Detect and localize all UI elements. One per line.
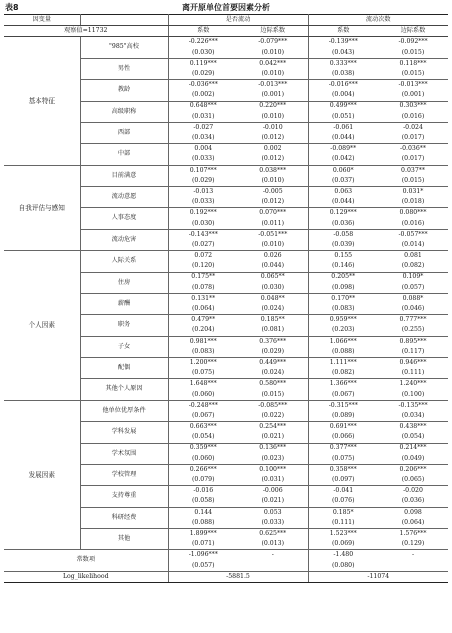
se-cell: (0.021) (238, 432, 308, 443)
se-cell: (0.030) (168, 48, 238, 59)
variable-label: 科研经费 (80, 507, 168, 528)
coef-cell: 0.946*** (399, 358, 427, 366)
se-cell: (0.066) (308, 432, 378, 443)
se-cell: (0.002) (168, 90, 238, 101)
coef-cell: 0.206*** (399, 465, 427, 473)
coef-cell: 0.004 (194, 145, 213, 153)
se-cell: (0.111) (308, 518, 378, 529)
se-cell: (0.033) (238, 518, 308, 529)
coef-cell: 0.048** (238, 293, 308, 304)
coef-cell: -0.089** (330, 145, 357, 153)
variable-label: 其他个人原因 (80, 379, 168, 400)
coef-cell: 0.129*** (329, 209, 357, 217)
coef-cell: -0.036*** (188, 81, 218, 89)
se-cell: (0.117) (378, 347, 448, 358)
coef-cell: 0.358*** (329, 465, 357, 473)
coef-cell: 0.663*** (189, 423, 217, 431)
coef-cell: 0.192*** (189, 209, 217, 217)
header-row-1 (4, 15, 448, 26)
coef-cell: 0.037** (401, 166, 425, 174)
se-cell: (0.083) (168, 347, 238, 358)
coef-cell: 0.895*** (399, 337, 427, 345)
se-cell: (0.120) (168, 261, 238, 272)
se-cell: (0.100) (378, 390, 448, 401)
coef-cell: 0.038*** (238, 165, 308, 176)
coef-cell: 0.098 (404, 508, 422, 516)
coef-cell: -0.020 (403, 487, 423, 495)
coef-cell: -0.027 (193, 123, 214, 131)
variable-label: 教龄 (80, 80, 168, 101)
se-cell: (0.083) (308, 304, 378, 315)
coef-cell: 1.200*** (189, 358, 217, 366)
se-cell: (0.001) (238, 90, 308, 101)
se-cell: (0.057) (378, 283, 448, 294)
coef-cell: 0.266*** (189, 465, 217, 473)
constant-cell: - (238, 550, 308, 561)
coef-cell: -0.016 (193, 487, 214, 495)
constant-se-cell: (0.080) (308, 561, 378, 572)
se-cell: (0.034) (168, 133, 238, 144)
se-cell: (0.069) (308, 539, 378, 550)
variable-label: 人事态度 (80, 208, 168, 229)
coef-cell: 0.214*** (399, 444, 427, 452)
coef-cell: 0.042*** (238, 58, 308, 69)
group-label: 发展因素 (4, 400, 80, 550)
coef-cell: -0.079*** (238, 37, 308, 48)
coef-cell: -0.085*** (238, 400, 308, 411)
coef-cell: 0.959*** (329, 316, 357, 324)
coef-cell: 0.185* (332, 508, 354, 516)
header-marginal-2: 边际系数 (378, 26, 448, 37)
header-coef-2: 系数 (308, 26, 378, 37)
coef-cell: 0.065** (238, 272, 308, 283)
coef-cell: 0.081 (404, 252, 422, 260)
coef-cell: 0.220*** (238, 101, 308, 112)
header-marginal-1: 边际系数 (238, 26, 308, 37)
coef-cell: 1.648*** (189, 380, 217, 388)
header-coef-1: 系数 (168, 26, 238, 37)
se-cell: (0.016) (378, 219, 448, 230)
group-label: 自我评估与感知 (4, 165, 80, 251)
se-cell: (0.036) (308, 219, 378, 230)
se-cell: (0.037) (308, 176, 378, 187)
se-cell: (0.023) (238, 454, 308, 465)
regression-table (4, 14, 448, 583)
coef-cell: -0.013 (193, 187, 214, 195)
coef-cell: 1.066*** (329, 337, 357, 345)
se-cell: (0.064) (168, 304, 238, 315)
coef-cell: 0.625*** (238, 529, 308, 540)
se-cell: (0.044) (238, 261, 308, 272)
se-cell: (0.022) (238, 411, 308, 422)
se-cell: (0.021) (238, 496, 308, 507)
coef-cell: -0.092*** (398, 38, 428, 46)
se-cell: (0.034) (378, 411, 448, 422)
coef-cell: 1.366*** (329, 380, 357, 388)
header-model2: 流动次数 (308, 15, 448, 26)
se-cell: (0.012) (238, 133, 308, 144)
coef-cell: 1.899*** (189, 529, 217, 537)
se-cell: (0.012) (238, 197, 308, 208)
se-cell: (0.038) (308, 69, 378, 80)
coef-cell: 0.026 (238, 251, 308, 262)
header-obs: 观察值=11732 (4, 26, 168, 37)
constant-se-cell: (0.057) (168, 561, 238, 572)
variable-label: 住房 (80, 272, 168, 293)
constant-cell: -1.480 (333, 551, 354, 559)
coef-cell: 0.072 (194, 252, 213, 260)
coef-cell: 0.185** (238, 315, 308, 326)
se-cell: (0.014) (378, 240, 448, 251)
coef-cell: 0.170** (331, 294, 356, 302)
se-cell: (0.146) (308, 261, 378, 272)
header-model1: 是否流动 (168, 15, 308, 26)
se-cell: (0.036) (378, 496, 448, 507)
se-cell: (0.046) (378, 304, 448, 315)
se-cell: (0.029) (168, 69, 238, 80)
se-cell: (0.054) (378, 432, 448, 443)
coef-cell: -0.006 (238, 486, 308, 497)
header-dependent-var: 因变量 (4, 15, 80, 26)
coef-cell: 0.580*** (238, 379, 308, 390)
coef-cell: -0.016*** (328, 81, 358, 89)
se-cell: (0.088) (168, 518, 238, 529)
coef-cell: -0.041 (333, 487, 354, 495)
variable-label: 高级职称 (80, 101, 168, 122)
loglik-value-2: -11074 (308, 571, 448, 582)
loglik-label: Log_likelihood (4, 571, 168, 582)
coef-row (4, 165, 448, 176)
coef-cell: 0.155 (334, 252, 353, 260)
coef-cell: 0.070*** (238, 208, 308, 219)
se-cell: (0.081) (238, 325, 308, 336)
se-cell: (0.015) (378, 48, 448, 59)
coef-cell: 0.175** (191, 273, 216, 281)
variable-label: 薪酬 (80, 293, 168, 314)
coef-cell: 0.131** (191, 294, 216, 302)
coef-cell: 0.254*** (238, 422, 308, 433)
coef-cell: -0.248*** (188, 401, 218, 409)
se-cell: (0.015) (238, 390, 308, 401)
coef-cell: 0.691*** (329, 423, 357, 431)
se-cell: (0.017) (378, 133, 448, 144)
coef-cell: 0.136*** (238, 443, 308, 454)
coef-cell: -0.013*** (398, 81, 428, 89)
se-cell: (0.067) (308, 390, 378, 401)
variable-label: 男性 (80, 58, 168, 79)
se-cell: (0.078) (168, 283, 238, 294)
se-cell: (0.018) (378, 197, 448, 208)
se-cell: (0.098) (308, 283, 378, 294)
loglik-row (4, 571, 448, 582)
coef-cell: 0.438*** (399, 423, 427, 431)
variable-label: 目前满意 (80, 165, 168, 186)
se-cell: (0.044) (308, 197, 378, 208)
se-cell: (0.076) (308, 496, 378, 507)
coef-cell: -0.135*** (398, 401, 428, 409)
coef-cell: 0.333*** (329, 59, 357, 67)
coef-cell: 1.111*** (329, 358, 357, 366)
se-cell: (0.030) (168, 219, 238, 230)
se-cell: (0.012) (238, 154, 308, 165)
coef-cell: -0.061 (333, 123, 354, 131)
se-cell: (0.013) (238, 539, 308, 550)
variable-label: 他单位优厚条件 (80, 400, 168, 421)
se-cell: (0.064) (378, 518, 448, 529)
se-cell: (0.060) (168, 454, 238, 465)
se-cell: (0.010) (238, 240, 308, 251)
se-cell: (0.058) (168, 496, 238, 507)
coef-cell: -0.051*** (238, 229, 308, 240)
table-number: 表8 (5, 3, 19, 12)
coef-row (4, 400, 448, 411)
coef-cell: 0.303*** (399, 102, 427, 110)
coef-cell: 0.377*** (329, 444, 357, 452)
se-cell: (0.024) (238, 304, 308, 315)
se-cell: (0.031) (238, 475, 308, 486)
coef-cell: 0.107*** (189, 166, 217, 174)
se-cell: (0.129) (378, 539, 448, 550)
variable-label: 其他 (80, 529, 168, 550)
coef-cell: -0.024 (403, 123, 423, 131)
coef-cell: 0.031* (402, 187, 424, 195)
se-cell: (0.033) (168, 154, 238, 165)
group-label: 个人因素 (4, 251, 80, 401)
coef-cell: 0.144 (194, 508, 213, 516)
coef-cell: -0.143*** (188, 230, 218, 238)
se-cell: (0.011) (238, 219, 308, 230)
coef-cell: -0.226*** (188, 38, 218, 46)
variable-label: 学术氛围 (80, 443, 168, 464)
se-cell: (0.255) (378, 325, 448, 336)
constant-cell: - (411, 551, 415, 559)
se-cell: (0.044) (308, 133, 378, 144)
coef-cell: 0.063 (334, 187, 353, 195)
variable-label: "985"高校 (80, 37, 168, 58)
se-cell: (0.071) (168, 539, 238, 550)
table-title: 离开原单位首要因素分析 (182, 3, 270, 12)
se-cell: (0.051) (308, 112, 378, 123)
se-cell: (0.042) (308, 154, 378, 165)
se-cell: (0.111) (378, 368, 448, 379)
se-cell: (0.029) (238, 347, 308, 358)
coef-cell: -0.013*** (238, 80, 308, 91)
coef-cell: -0.057*** (398, 230, 428, 238)
variable-label: 人际关系 (80, 251, 168, 272)
coef-cell: -0.010 (238, 122, 308, 133)
se-cell: (0.024) (238, 368, 308, 379)
se-cell: (0.039) (308, 240, 378, 251)
se-cell: (0.004) (308, 90, 378, 101)
coef-cell: 0.499*** (329, 102, 357, 110)
loglik-value-1: -5881.5 (168, 571, 308, 582)
coef-cell: -0.058 (333, 230, 354, 238)
constant-label: 常数项 (4, 550, 168, 571)
coef-cell: 1.523*** (329, 529, 357, 537)
coef-cell: 0.648*** (189, 102, 217, 110)
coef-cell: -0.036** (400, 145, 426, 153)
variable-label: 子女 (80, 336, 168, 357)
variable-label: 流动意愿 (80, 187, 168, 208)
constant-se-cell (378, 561, 448, 572)
coef-cell: 1.240*** (399, 380, 427, 388)
coef-cell: 0.002 (238, 144, 308, 155)
se-cell: (0.015) (378, 69, 448, 80)
variable-label: 配偶 (80, 358, 168, 379)
se-cell: (0.029) (168, 176, 238, 187)
coef-cell: 0.205** (331, 273, 356, 281)
se-cell: (0.054) (168, 432, 238, 443)
coef-cell: 0.376*** (238, 336, 308, 347)
se-cell: (0.016) (378, 112, 448, 123)
coef-cell: 0.109* (402, 273, 424, 281)
se-cell: (0.089) (308, 411, 378, 422)
se-cell: (0.065) (378, 475, 448, 486)
se-cell: (0.203) (308, 325, 378, 336)
se-cell: (0.017) (378, 154, 448, 165)
se-cell: (0.010) (238, 112, 308, 123)
se-cell: (0.010) (238, 176, 308, 187)
se-cell: (0.015) (378, 176, 448, 187)
coef-cell: 0.359*** (189, 444, 217, 452)
se-cell: (0.001) (378, 90, 448, 101)
se-cell: (0.010) (238, 48, 308, 59)
variable-label: 学校管理 (80, 464, 168, 485)
variable-label: 流动危害 (80, 229, 168, 250)
header-row-2 (4, 26, 448, 37)
coef-cell: -0.315*** (328, 401, 358, 409)
coef-row (4, 37, 448, 48)
coef-cell: 0.479** (191, 316, 216, 324)
coef-cell: -0.139*** (328, 38, 358, 46)
se-cell: (0.049) (378, 454, 448, 465)
se-cell: (0.067) (168, 411, 238, 422)
constant-row (4, 550, 448, 561)
coef-cell: 0.119*** (189, 59, 217, 67)
se-cell: (0.027) (168, 240, 238, 251)
se-cell: (0.082) (308, 368, 378, 379)
se-cell: (0.079) (168, 475, 238, 486)
coef-cell: 0.777*** (399, 316, 427, 324)
variable-label: 职务 (80, 315, 168, 336)
se-cell: (0.010) (238, 69, 308, 80)
coef-cell: 0.080*** (399, 209, 427, 217)
variable-label: 学科发展 (80, 422, 168, 443)
se-cell: (0.075) (168, 368, 238, 379)
coef-cell: 0.060* (332, 166, 354, 174)
se-cell: (0.031) (168, 112, 238, 123)
se-cell: (0.030) (238, 283, 308, 294)
variable-label: 中部 (80, 144, 168, 165)
coef-cell: 0.100*** (238, 464, 308, 475)
coef-cell: 0.053 (238, 507, 308, 518)
coef-cell: 1.576*** (399, 529, 427, 537)
se-cell: (0.043) (308, 48, 378, 59)
se-cell: (0.097) (308, 475, 378, 486)
se-cell: (0.075) (308, 454, 378, 465)
coef-cell: 0.088* (402, 294, 424, 302)
se-cell: (0.082) (378, 261, 448, 272)
se-cell: (0.088) (308, 347, 378, 358)
group-label: 基本特征 (4, 37, 80, 165)
coef-cell: 0.449*** (238, 358, 308, 369)
se-cell: (0.060) (168, 390, 238, 401)
coef-cell: -0.005 (238, 187, 308, 198)
se-cell: (0.204) (168, 325, 238, 336)
coef-cell: 0.981*** (189, 337, 217, 345)
variable-label: 西部 (80, 122, 168, 143)
se-cell: (0.033) (168, 197, 238, 208)
variable-label: 支持尊重 (80, 486, 168, 507)
constant-se-cell (238, 561, 308, 572)
constant-cell: -1.096*** (188, 551, 218, 559)
coef-cell: 0.118*** (399, 59, 427, 67)
coef-row (4, 251, 448, 262)
